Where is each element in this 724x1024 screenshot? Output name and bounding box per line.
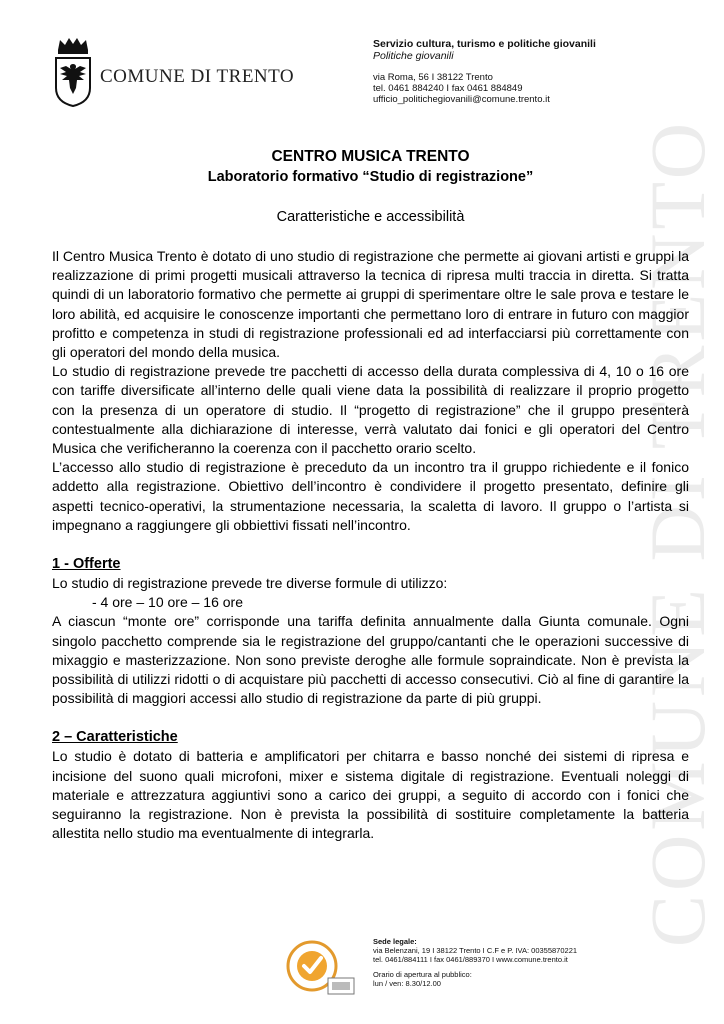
section-body: Lo studio è dotato di batteria e amplificatori per chitarra e basso nonché dei sistemi di ripresa e incisione del suono quali microfoni, mixer e sistema digitale di registrazione. Eventuali noleggi di materiale e attrezzatura aggiuntivi sono a carico dei gruppi, a seguito di accordo con i fonici che seguiranno la registrazione. Non è prevista la possibilità di sostituire completamente la batteria allestita nello studio ma eventualmente di integrarla. [52,748,689,842]
intro-paragraph: Lo studio di registrazione prevede tre pacchetti di accesso della durata complessiva di 4, 10 o 16 ore con tariffe diversificate all’interno delle quali viene data la possibilità di realizzare il proprio progetto con la presenza di un operatore di studio. Il “progetto di registrazione” che il gruppo presenterà contestualmente alla dichiarazione di interesse, verrà valutato dai fonici e gli operatori del Centro Musica che verificheranno la coerenza con il pacchetto orario scelto. [52,363,689,457]
office-email: ufficio_politichegiovanili@comune.trento.it [373,94,550,105]
footer [373,937,577,988]
office-sub: Politiche giovanili [373,50,454,62]
section-title: 1 - Offerte [52,556,121,573]
office-header [373,38,596,105]
footer-label: Sede legale: [373,937,417,946]
office-contacts [373,72,596,105]
office-name: Servizio cultura, turismo e politiche giovanili [373,38,596,50]
footer-contacts: tel. 0461/884111 I fax 0461/889370 I www.comune.trento.it [373,955,568,965]
document-heading: Caratteristiche e accessibilità [276,209,465,225]
section-title: 2 – Caratteristiche [52,729,178,746]
document-title: CENTRO MUSICA TRENTO [271,148,470,165]
intro-paragraph: L’accesso allo studio di registrazione è preceduto da un incontro tra il gruppo richiedente e il fonico addetto alla registrazione. Obiettivo dell’incontro è condividere il progetto presentato, definire gli aspetti tecnico-operativi, la strumentazione necessaria, la scaletta di lavoro. Il gruppo o l’artista si impegnano a raggiungere gli obbiettivi fissati nell’incontro. [52,459,689,533]
certification-seal-icon [284,934,358,1000]
coat-of-arms-icon [52,36,94,108]
watermark-text: COMUNE DI TRENTO [634,118,721,947]
footer-address: via Belenzani, 19 I 38122 Trento I C.F e P. IVA: 00355870221 [373,946,578,956]
footer-hours: lun / ven: 8.30/12.00 [373,978,441,988]
footer-hours-label: Orario di apertura al pubblico: [373,969,472,979]
document-body [52,147,689,843]
document-subtitle: Laboratorio formativo “Studio di registrazione” [207,169,534,185]
office-phone: tel. 0461 884240 I fax 0461 884849 [373,83,523,94]
section-bullet: - 4 ore – 10 ore – 16 ore [92,594,243,611]
office-address: via Roma, 56 I 38122 Trento [373,72,493,83]
intro-paragraph: Il Centro Musica Trento è dotato di uno studio di registrazione che permette ai giovani artisti e gruppi la realizzazione di primi progetti musicali attraverso la tecnica di ripresa multi traccia in diretta. Si tratta quindi di un laboratorio formativo che permette ai gruppi di sperimentare oltre le sale prova e testare le loro abilità, ed acquisire le conoscenze importanti che permettano loro di entrare in futuro con maggior profitto e competenza in studi di registrazione professionali ed ad interfacciarsi più correttamente con gli operatori del mondo della musica. [52,248,689,361]
section-body: A ciascun “monte ore” corrisponde una tariffa definita annualmente dalla Giunta comunale. Ogni singolo pacchetto comprende sia le registrazione del gruppo/cantanti che le operazioni successive di mixaggio e masterizzazione. Non sono previste deroghe alle formule sopraindicate. Non è prevista la possibilità di utilizzi ridotti o di acquistare più pacchetti di accesso consecutivi. Ciò al fine di garantire la possibilità di maggiori accessi allo studio di registrazione da parte di più gruppi. [52,613,689,707]
logo-text: COMUNE DI TRENTO [100,66,295,87]
section-lead: Lo studio di registrazione prevede tre diverse formule di utilizzo: [52,575,448,592]
